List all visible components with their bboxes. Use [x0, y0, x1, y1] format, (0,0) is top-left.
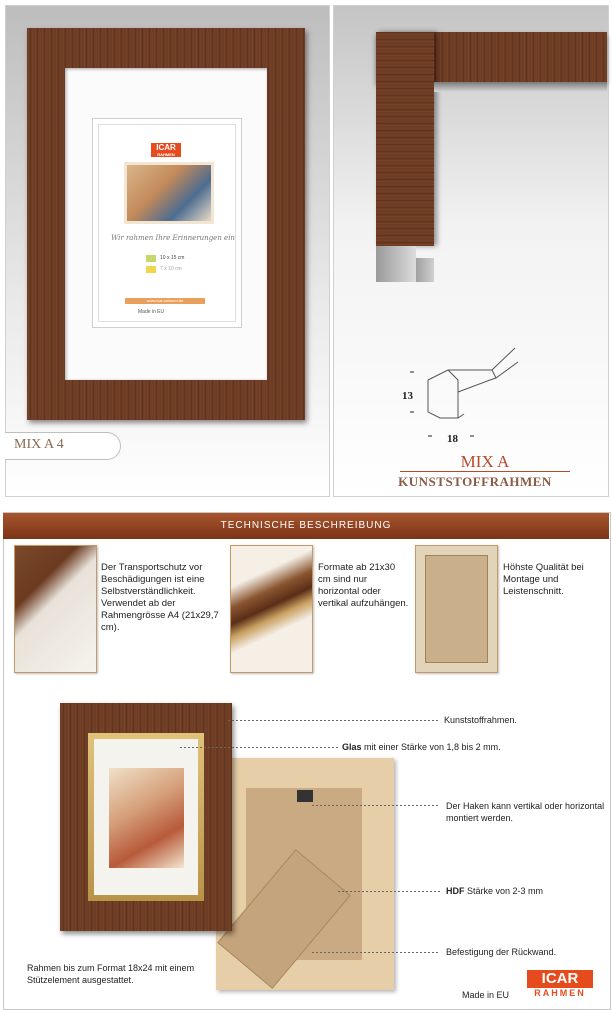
- leader-line-frame: [228, 720, 438, 721]
- annotation-hdf: [446, 886, 543, 896]
- profile-name-divider: [400, 471, 570, 472]
- size-text-2: 7 x 10 cm: [160, 266, 182, 272]
- annotation-stand: Rahmen bis zum Format 18x24 mit einem Stützelement ausgestattet.: [27, 963, 195, 985]
- annotation-back: Befestigung der Rückwand.: [446, 947, 557, 957]
- profile-cross-section-drawing: [400, 340, 530, 445]
- feature-text-1: Der Transportschutz vor Beschädigungen ist eine Selbstverständlichkeit. Verwendet ab der Rahmengrösse A4 (21x29,7 cm).: [101, 562, 219, 633]
- card-handwriting: Wir rahmen Ihre Erinnerungen ein: [111, 234, 235, 242]
- front-frame-photo: [109, 768, 184, 868]
- size-swatch-2: [146, 266, 156, 273]
- card-made-in: Made in EU: [138, 309, 165, 315]
- annotation-hdf-bold: HDF: [446, 886, 465, 896]
- feature-text-3: Höhste Qualität bei Montage und Leistenschnitt.: [503, 562, 584, 597]
- brand-logo: ICAR: [527, 970, 593, 988]
- profile-foot: [376, 246, 416, 282]
- leader-line-glass: [180, 747, 338, 748]
- profile-name: MIX A: [460, 452, 510, 471]
- leader-line-hook: [312, 805, 440, 806]
- feature-text-2: Formate ab 21x30 cm sind nur horizontal oder vertikal aufzuhängen.: [318, 562, 409, 609]
- annotation-glass-bold: Glas: [342, 742, 362, 752]
- profile-foot-step: [416, 258, 434, 282]
- annotation-glass-text: mit einer Stärke von 1,8 bis 2 mm.: [361, 742, 501, 752]
- size-swatch-1: [146, 255, 156, 262]
- product-label: MIX A 4: [14, 437, 64, 452]
- card-photo: [124, 162, 214, 224]
- leader-line-back: [312, 952, 440, 953]
- hook-icon: [297, 790, 313, 802]
- annotation-hdf-text: Stärke von 2-3 mm: [464, 886, 544, 896]
- annotation-frame: Kunststoffrahmen.: [444, 715, 517, 725]
- profile-inner-edge: [434, 82, 607, 92]
- corner-protector-image: [14, 545, 97, 673]
- card-logo-sub: RAHMEN: [157, 152, 175, 157]
- section-title: TECHNISCHE BESCHREIBUNG: [220, 520, 392, 531]
- profile-height-label: 13: [402, 390, 413, 402]
- brand-logo-sub: RAHMEN: [534, 988, 586, 998]
- leader-line-hdf: [338, 891, 440, 892]
- made-in-label: Made in EU: [462, 990, 510, 1000]
- profile-width-label: 18: [447, 433, 458, 445]
- card-url: www.icar-rahmen.de: [125, 298, 205, 304]
- card-logo-brand: ICAR: [156, 143, 176, 152]
- profile-type: KUNSTSTOFFRAHMEN: [398, 474, 552, 489]
- frame-back-board: [425, 555, 488, 663]
- card-logo: [151, 143, 181, 157]
- frame-corner-image: [230, 545, 313, 673]
- annotation-hook: Der Haken kann vertikal oder horizontal montiert werden.: [446, 801, 605, 823]
- size-text-1: 10 x 15 cm: [160, 255, 185, 261]
- annotation-glass: [342, 742, 501, 752]
- profile-corner-vertical: [376, 32, 434, 246]
